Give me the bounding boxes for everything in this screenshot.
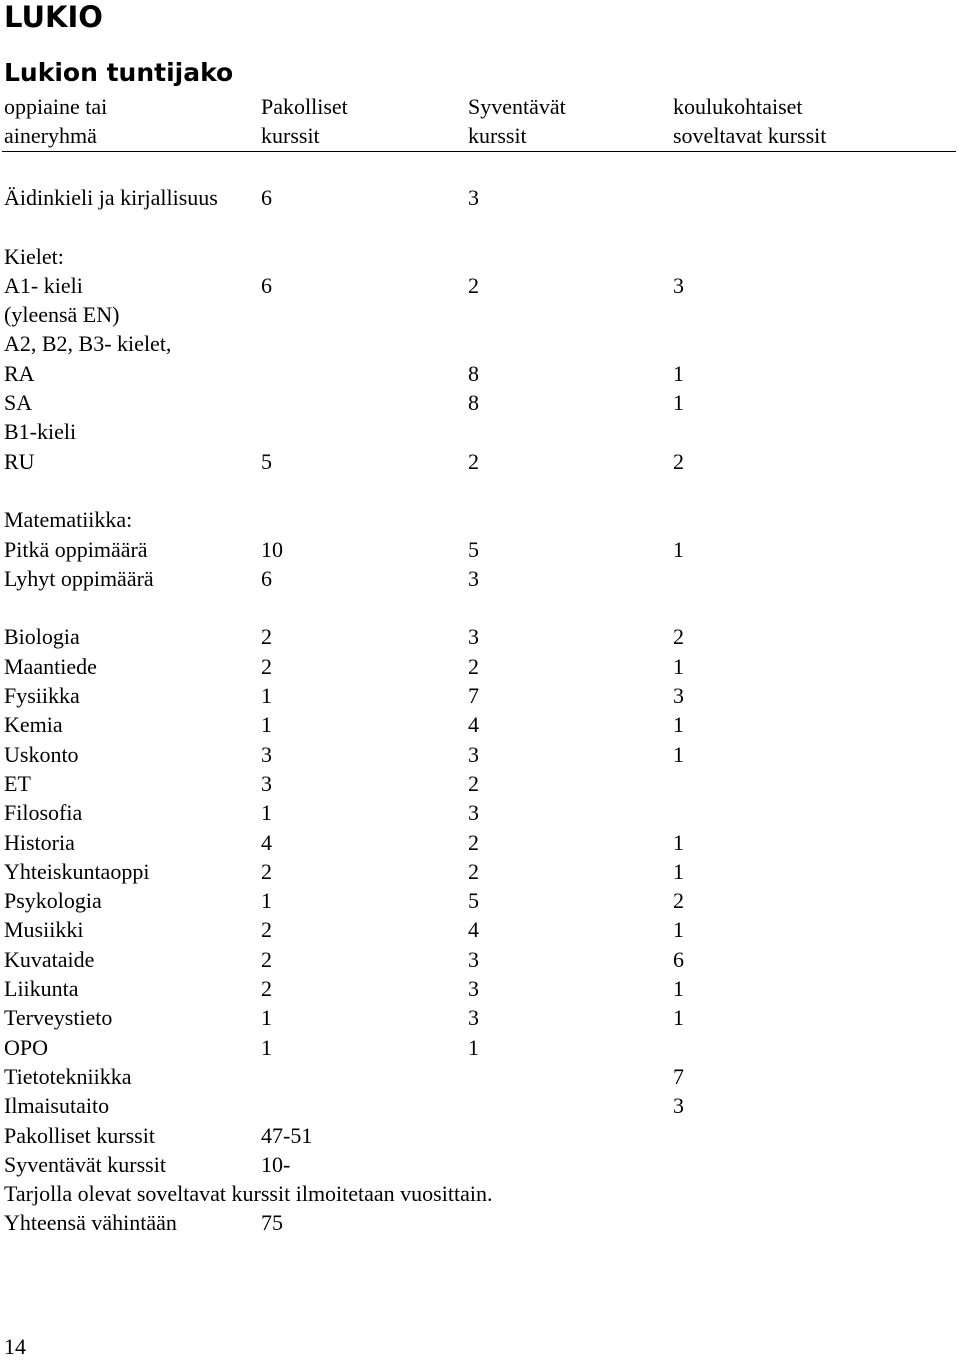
cell-advanced: 3	[468, 800, 479, 826]
table-row	[4, 798, 954, 827]
row-spacer	[4, 212, 954, 241]
table-row	[4, 1062, 954, 1091]
cell-applied: 2	[673, 624, 684, 650]
cell-advanced: 8	[468, 360, 479, 386]
cell-mandatory: 2	[261, 653, 272, 679]
table-row	[4, 329, 954, 358]
table-row	[4, 974, 954, 1003]
table-row	[4, 681, 954, 710]
cell-mandatory: 6	[261, 272, 272, 298]
cell-advanced: 3	[468, 624, 479, 650]
table-row	[4, 769, 954, 798]
cell-subject: Liikunta	[4, 976, 79, 1002]
cell-advanced: 4	[468, 917, 479, 943]
cell-mandatory: 47-51	[261, 1122, 313, 1148]
cell-advanced: 3	[468, 741, 479, 767]
cell-advanced: 8	[468, 390, 479, 416]
table-row	[4, 1003, 954, 1032]
table-row	[4, 417, 954, 446]
cell-mandatory: 2	[261, 917, 272, 943]
cell-subject: Biologia	[4, 624, 80, 650]
cell-mandatory: 1	[261, 1034, 272, 1060]
cell-mandatory: 1	[261, 712, 272, 738]
header-mandatory	[261, 92, 348, 150]
cell-applied: 3	[673, 683, 684, 709]
cell-advanced: 2	[468, 829, 479, 855]
header-advanced	[468, 92, 566, 150]
cell-subject: ET	[4, 770, 31, 796]
cell-subject: Ilmaisutaito	[4, 1093, 110, 1119]
cell-mandatory: 3	[261, 741, 272, 767]
cell-advanced: 2	[468, 770, 479, 796]
cell-applied: 2	[673, 888, 684, 914]
cell-subject: Filosofia	[4, 800, 83, 826]
cell-applied: 1	[673, 536, 684, 562]
cell-subject: RU	[4, 448, 35, 474]
cell-advanced: 3	[468, 1005, 479, 1031]
cell-subject: SA	[4, 390, 33, 416]
header-applied-line1: koulukohtaiset	[673, 94, 803, 119]
cell-applied: 3	[673, 1093, 684, 1119]
table-row	[4, 1179, 954, 1208]
cell-advanced: 1	[468, 1034, 479, 1060]
table-row	[4, 388, 954, 417]
header-mandatory-line1: Pakolliset	[261, 94, 348, 119]
page-title: LUKIO	[4, 0, 103, 34]
header-subject	[4, 92, 107, 150]
cell-mandatory: 1	[261, 800, 272, 826]
cell-applied: 1	[673, 858, 684, 884]
cell-subject: RA	[4, 360, 35, 386]
cell-subject: B1-kieli	[4, 419, 77, 445]
header-applied-line2: soveltavat kurssit	[673, 123, 827, 148]
cell-applied: 1	[673, 1005, 684, 1031]
table-row	[4, 915, 954, 944]
cell-applied: 6	[673, 946, 684, 972]
header-applied	[673, 92, 826, 150]
cell-subject: Yhteiskuntaoppi	[4, 858, 150, 884]
cell-mandatory: 75	[261, 1210, 283, 1236]
cell-subject: Maantiede	[4, 653, 97, 679]
cell-mandatory: 2	[261, 946, 272, 972]
page-number: 14	[4, 1334, 26, 1359]
table-row	[4, 652, 954, 681]
table-row	[4, 183, 954, 212]
table-row	[4, 564, 954, 593]
table-row	[4, 828, 954, 857]
cell-mandatory: 1	[261, 683, 272, 709]
cell-mandatory: 6	[261, 185, 272, 210]
cell-applied: 1	[673, 712, 684, 738]
cell-mandatory: 2	[261, 976, 272, 1002]
cell-advanced: 4	[468, 712, 479, 738]
cell-subject: Kielet:	[4, 243, 64, 269]
section-title: Lukion tuntijako	[4, 58, 234, 87]
table-row	[4, 1208, 954, 1237]
cell-applied: 1	[673, 976, 684, 1002]
table-row	[4, 710, 954, 739]
table-row	[4, 740, 954, 769]
cell-subject: A2, B2, B3- kielet,	[4, 331, 172, 357]
table-row	[4, 1033, 954, 1062]
table-row	[4, 622, 954, 651]
cell-mandatory: 2	[261, 624, 272, 650]
cell-applied: 1	[673, 653, 684, 679]
cell-applied: 1	[673, 360, 684, 386]
cell-subject: Musiikki	[4, 917, 84, 943]
cell-mandatory: 10	[261, 536, 283, 562]
cell-advanced: 3	[468, 565, 479, 591]
cell-applied: 3	[673, 272, 684, 298]
cell-mandatory: 6	[261, 565, 272, 591]
cell-subject: Pakolliset kurssit	[4, 1122, 155, 1148]
header-advanced-line1: Syventävät	[468, 94, 566, 119]
cell-advanced: 3	[468, 185, 479, 210]
table-row	[4, 857, 954, 886]
table-row	[4, 1091, 954, 1120]
cell-subject: Yhteensä vähintään	[4, 1210, 177, 1236]
cell-applied: 1	[673, 917, 684, 943]
cell-advanced: 5	[468, 888, 479, 914]
cell-applied: 1	[673, 390, 684, 416]
row-spacer	[4, 476, 954, 505]
cell-mandatory: 4	[261, 829, 272, 855]
cell-subject: Syventävät kurssit	[4, 1151, 166, 1177]
table-row	[4, 1121, 954, 1150]
cell-mandatory: 2	[261, 858, 272, 884]
course-table	[4, 183, 954, 1238]
cell-applied: 2	[673, 448, 684, 474]
cell-subject: Lyhyt oppimäärä	[4, 565, 154, 591]
header-advanced-line2: kurssit	[468, 123, 527, 148]
cell-subject: Tietotekniikka	[4, 1063, 132, 1089]
cell-applied: 7	[673, 1063, 684, 1089]
cell-subject: Matematiikka:	[4, 507, 133, 533]
cell-advanced: 3	[468, 946, 479, 972]
table-row	[4, 886, 954, 915]
table-row	[4, 271, 954, 300]
cell-subject: Tarjolla olevat soveltavat kurssit ilmoitetaan vuosittain.	[4, 1181, 493, 1207]
header-mandatory-line2: kurssit	[261, 123, 320, 148]
cell-subject: A1- kieli	[4, 272, 83, 298]
cell-applied: 1	[673, 829, 684, 855]
cell-subject: Äidinkieli ja kirjallisuus	[4, 185, 218, 210]
cell-mandatory: 3	[261, 770, 272, 796]
table-row	[4, 359, 954, 388]
cell-advanced: 2	[468, 272, 479, 298]
cell-advanced: 2	[468, 858, 479, 884]
table-row	[4, 300, 954, 329]
table-row	[4, 447, 954, 476]
cell-subject: Fysiikka	[4, 683, 80, 709]
cell-subject: Kemia	[4, 712, 63, 738]
cell-mandatory: 10-	[261, 1151, 291, 1177]
cell-advanced: 2	[468, 448, 479, 474]
cell-subject: OPO	[4, 1034, 49, 1060]
cell-advanced: 5	[468, 536, 479, 562]
cell-subject: (yleensä EN)	[4, 302, 120, 328]
cell-advanced: 7	[468, 683, 479, 709]
cell-mandatory: 1	[261, 888, 272, 914]
row-spacer	[4, 593, 954, 622]
header-subject-line1: oppiaine tai	[4, 94, 108, 119]
cell-mandatory: 1	[261, 1005, 272, 1031]
cell-advanced: 3	[468, 976, 479, 1002]
header-divider	[2, 151, 956, 152]
table-row	[4, 505, 954, 534]
cell-subject: Uskonto	[4, 741, 79, 767]
table-row	[4, 1150, 954, 1179]
table-row	[4, 945, 954, 974]
cell-applied: 1	[673, 741, 684, 767]
cell-mandatory: 5	[261, 448, 272, 474]
cell-subject: Terveystieto	[4, 1005, 113, 1031]
cell-subject: Historia	[4, 829, 75, 855]
cell-subject: Psykologia	[4, 888, 102, 914]
table-row	[4, 535, 954, 564]
cell-subject: Kuvataide	[4, 946, 95, 972]
cell-subject: Pitkä oppimäärä	[4, 536, 148, 562]
table-row	[4, 242, 954, 271]
header-subject-line2: aineryhmä	[4, 123, 97, 148]
cell-advanced: 2	[468, 653, 479, 679]
